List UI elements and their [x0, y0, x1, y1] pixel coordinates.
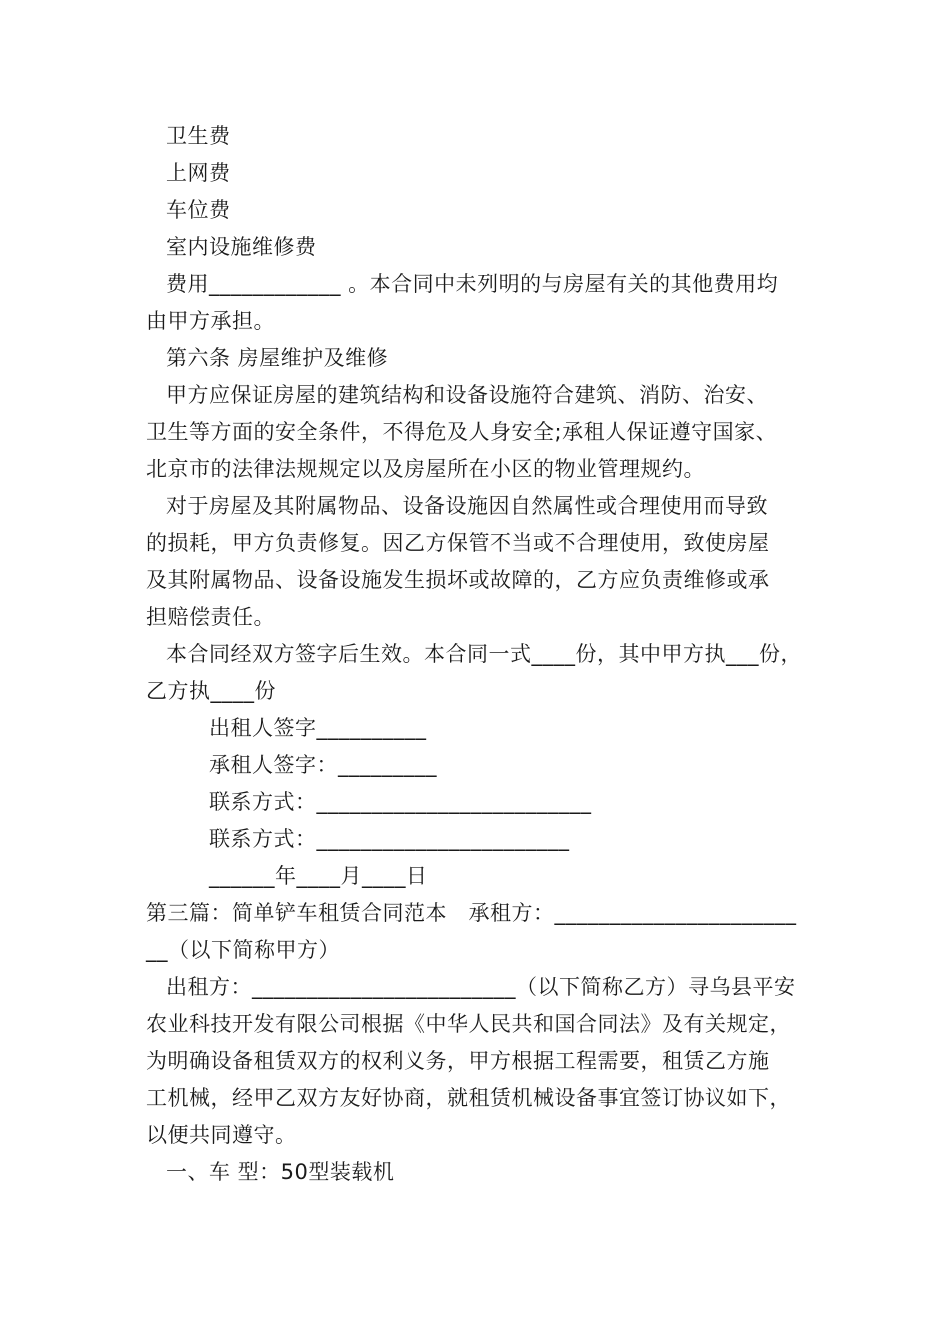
paragraph-line: 为明确设备租赁双方的权利义务，甲方根据工程需要，租赁乙方施 — [146, 1049, 770, 1073]
paragraph-line: 对于房屋及其附属物品、设备设施因自然属性或合理使用而导致 — [166, 494, 768, 518]
paragraph-line: 由甲方承担。 — [146, 309, 275, 333]
date-line: ______年____月____日 — [209, 864, 428, 888]
paragraph-line: __（以下简称甲方） — [146, 938, 340, 962]
contact-line: 联系方式：_______________________ — [209, 827, 570, 851]
contact-line: 联系方式：_________________________ — [209, 790, 592, 814]
paragraph-line: 工机械，经甲乙双方友好协商，就租赁机械设备事宜签订协议如下， — [146, 1086, 791, 1110]
paragraph-line: 农业科技开发有限公司根据《中华人民共和国合同法》及有关规定， — [146, 1012, 791, 1036]
paragraph-line: 的损耗，甲方负责修复。因乙方保管不当或不合理使用，致使房屋 — [146, 531, 770, 555]
lessor-signature-line: 出租人签字__________ — [209, 716, 427, 740]
paragraph-line: 以便共同遵守。 — [146, 1123, 297, 1147]
chapter-heading: 第三篇：简单铲车租赁合同范本 承租方：______________________ — [146, 901, 797, 925]
paragraph-line: 及其附属物品、设备设施发生损坏或故障的，乙方应负责维修或承 — [146, 568, 770, 592]
paragraph-line: 乙方执____份 — [146, 679, 276, 703]
paragraph-line: 费用____________ 。本合同中未列明的与房屋有关的其他费用均 — [166, 272, 779, 296]
paragraph-line: 本合同经双方签字后生效。本合同一式____份，其中甲方执___份， — [166, 642, 802, 666]
fee-item-parking: 车位费 — [166, 198, 231, 222]
paragraph-line: 北京市的法律法规规定以及房屋所在小区的物业管理规约。 — [146, 457, 705, 481]
clause-item: 一、车 型：50型装载机 — [166, 1160, 395, 1184]
paragraph-line: 担赔偿责任。 — [146, 605, 275, 629]
paragraph-line: 卫生等方面的安全条件，不得危及人身安全;承租人保证遵守国家、 — [146, 420, 778, 444]
paragraph-line: 甲方应保证房屋的建筑结构和设备设施符合建筑、消防、治安、 — [166, 383, 768, 407]
fee-item-internet: 上网费 — [166, 161, 231, 185]
lessee-signature-line: 承租人签字：_________ — [209, 753, 437, 777]
fee-item-sanitation: 卫生费 — [166, 124, 231, 148]
paragraph-line: 出租方：________________________（以下简称乙方）寻乌县平安 — [166, 975, 796, 999]
section-heading: 第六条 房屋维护及维修 — [166, 346, 389, 370]
fee-item-maintenance: 室内设施维修费 — [166, 235, 317, 259]
